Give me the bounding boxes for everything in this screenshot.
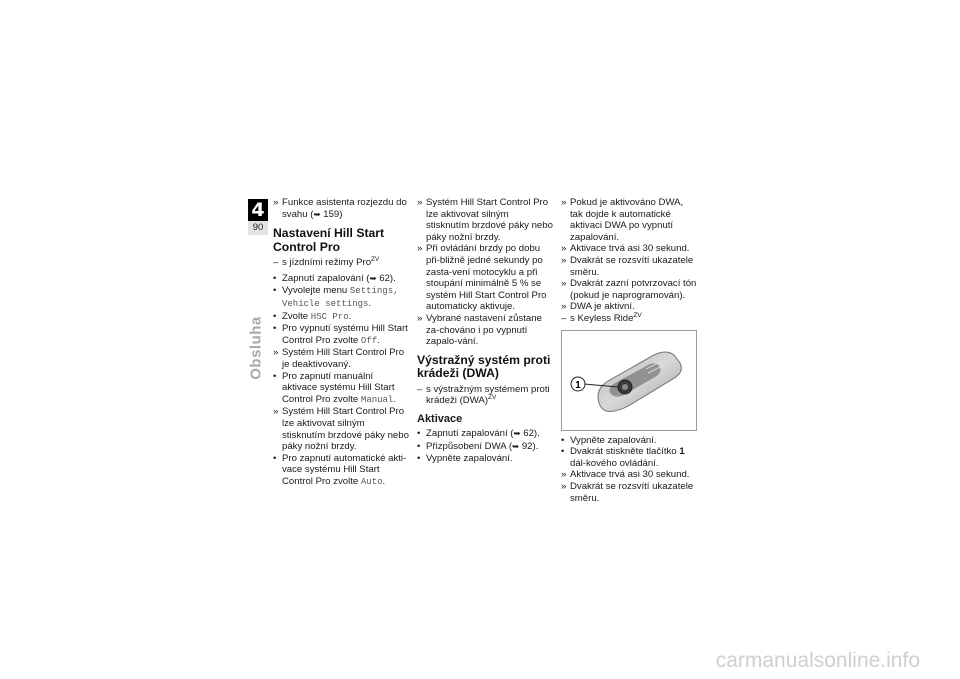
result-item: » Systém Hill Start Control Pro lze aktivovat silným stisknutím brzdové páky nebo páky nožní brzdy.	[417, 197, 553, 243]
result-item: » Systém Hill Start Control Pro je deaktivovaný.	[273, 347, 405, 370]
column-1	[273, 197, 409, 488]
step-item: • Zvolte HSC Pro.	[273, 310, 352, 322]
step-item: • Vypněte zapalování.	[417, 453, 513, 465]
result-item: » Aktivace trvá asi 30 sekund.	[561, 243, 690, 255]
column-3	[561, 197, 697, 504]
step-item: • Pro zapnutí automatické akti-vace systému Hill Start Control Pro zvolte Auto.	[273, 452, 407, 487]
step-item: • Přizpůsobení DWA (➥ 92).	[417, 440, 539, 452]
key-fob-illustration	[562, 331, 696, 430]
step-item: • Pro vypnutí systému Hill Start Control Pro zvolte Off.	[273, 323, 408, 346]
key-fob-figure	[561, 330, 697, 431]
equipment-note: – s Keyless Ride$^{ZV}$	[561, 311, 642, 324]
step-item: • Vypněte zapalování.	[561, 434, 657, 446]
step-item: • Zapnutí zapalování (➥ 62).	[417, 427, 540, 439]
watermark[interactable]: carmanualsonline.info	[715, 649, 920, 672]
result-item: » Dvakrát zazní potvrzovací tón (pokud je naprogramován).	[561, 278, 697, 301]
step-item: • Zapnutí zapalování (➥ 62).	[273, 272, 396, 284]
menu-path: Settings, Vehicle settings	[282, 286, 399, 309]
result-item: » Pokud je aktivováno DWA, tak dojde k automatické aktivaci DWA po vypnutí zapalování.	[561, 197, 684, 243]
step-item: • Dvakrát stiskněte tlačítko 1 dál-kového ovládání.	[561, 446, 685, 469]
column-2	[417, 197, 553, 465]
reference-arrow-icon: ➥	[313, 209, 321, 220]
result-item: » Funkce asistenta rozjezdu do svahu (➥ 159)	[273, 197, 407, 220]
menu-option: Manual	[360, 394, 394, 405]
page-reference[interactable]: 62).	[379, 272, 396, 284]
result-item: » Dvakrát se rozsvítí ukazatele směru.	[561, 254, 694, 278]
heading-dwa: Výstražný systém proti krádeži (DWA)	[417, 352, 551, 381]
result-item: » Při ovládání brzdy po dobu při-bližně jedné sekundy po zasta-vení motocyklu a při stoupání minimálně 5 % se systém Hill Start Control Pro automaticky aktivuje.	[417, 243, 547, 313]
menu-option: Auto	[360, 476, 383, 487]
chapter-number: 4	[248, 199, 268, 221]
step-item: • Vyvolejte menu Settings, Vehicle settings.	[273, 285, 399, 309]
equipment-note: – s výstražným systémem proti krádeži (DWA)$^{ZV}$	[417, 383, 550, 407]
equipment-note: – s jízdními režimy Pro$^{ZV}$	[273, 256, 380, 269]
reference-arrow-icon: ➥	[369, 273, 377, 284]
heading-activation: Aktivace	[417, 412, 463, 425]
heading-hill-start: Nastavení Hill Start Control Pro	[273, 226, 385, 254]
reference-arrow-icon: ➥	[512, 441, 520, 452]
step-item: • Pro zapnutí manuální aktivace systému Hill Start Control Pro zvolte Manual.	[273, 370, 396, 405]
result-item: » Dvakrát se rozsvítí ukazatele směru.	[561, 480, 694, 504]
reference-arrow-icon: ➥	[513, 428, 521, 439]
page-number: 90	[248, 221, 268, 235]
section-label: Obsluha	[247, 316, 265, 380]
page-reference[interactable]: 159)	[323, 208, 343, 220]
result-item: » Aktivace trvá asi 30 sekund.	[561, 469, 690, 481]
page-reference[interactable]: 62).	[523, 427, 540, 439]
chapter-tab	[248, 199, 268, 235]
callout-number: 1	[575, 379, 581, 391]
page-reference[interactable]: 92).	[521, 440, 539, 452]
result-item: » Systém Hill Start Control Pro lze aktivovat silným stisknutím brzdové páky nebo páky nožní brzdy.	[273, 406, 409, 453]
menu-option: Off	[360, 335, 378, 346]
result-item: » Vybrané nastavení zůstane za-chováno i po vypnutí zapalo-vání.	[417, 312, 542, 348]
menu-option: HSC Pro	[310, 311, 349, 322]
result-item: » DWA je aktivní.	[561, 301, 635, 313]
